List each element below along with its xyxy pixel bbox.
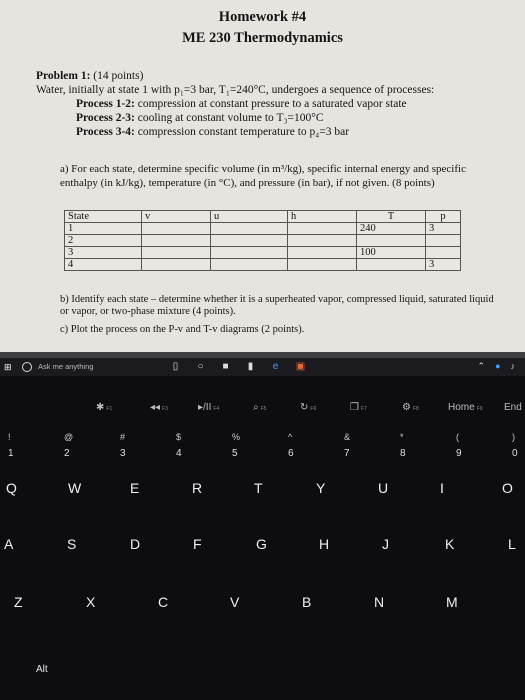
function-key[interactable] xyxy=(350,402,367,413)
symbol-key-[interactable]: ^ xyxy=(288,432,293,442)
laptop-keyboard xyxy=(0,376,525,700)
file-explorer-icon[interactable]: ▮ xyxy=(247,361,254,372)
number-key-0[interactable]: 0 xyxy=(512,448,518,459)
key-q[interactable]: Q xyxy=(6,480,17,496)
state-table xyxy=(64,210,461,271)
cell: 3 xyxy=(65,247,142,259)
function-key[interactable] xyxy=(448,402,483,413)
key-g[interactable]: G xyxy=(256,536,267,552)
part-b-text: b) Identify each state – determine whether it is a superheated vapor, compressed liquid, saturated liquid or vapor, or two-phase mixture (4 points). xyxy=(60,294,494,317)
col-header-h: h xyxy=(288,211,357,223)
taskbar-apps xyxy=(170,361,306,372)
symbol-key-[interactable]: ) xyxy=(512,432,515,442)
col-header-p: p xyxy=(426,211,461,223)
key-a[interactable]: A xyxy=(4,536,14,552)
key-n[interactable]: N xyxy=(374,594,385,610)
number-key-4[interactable]: 4 xyxy=(176,448,182,459)
key-e[interactable]: E xyxy=(130,480,140,496)
key-x[interactable]: X xyxy=(86,594,96,610)
cell xyxy=(142,223,211,235)
cell: 240 xyxy=(357,223,426,235)
symbol-key-[interactable]: & xyxy=(344,432,351,442)
function-key-label: ◂◂ xyxy=(150,402,161,413)
cell xyxy=(357,235,426,247)
task-view-icon[interactable]: ▯ xyxy=(172,361,179,372)
process-2-3 xyxy=(76,112,324,124)
function-key-label: ✱ xyxy=(96,402,105,413)
function-key-sub: F9 xyxy=(476,406,483,412)
key-j[interactable]: J xyxy=(382,536,389,552)
symbol-key-[interactable]: ( xyxy=(456,432,459,442)
key-v[interactable]: V xyxy=(230,594,240,610)
course-title: ME 230 Thermodynamics xyxy=(182,30,343,46)
cell xyxy=(142,247,211,259)
cell xyxy=(211,247,288,259)
table-row xyxy=(65,223,461,235)
function-key-sub: F8 xyxy=(412,406,419,412)
cell: 100 xyxy=(357,247,426,259)
col-header-t: T xyxy=(357,211,426,223)
function-key[interactable] xyxy=(300,402,316,413)
key-y[interactable]: Y xyxy=(316,480,326,496)
cell: 3 xyxy=(426,223,461,235)
table-header-row xyxy=(65,211,461,223)
cell xyxy=(288,235,357,247)
col-header-state: State xyxy=(65,211,142,223)
col-header-v: v xyxy=(142,211,211,223)
function-key[interactable] xyxy=(150,402,168,413)
cell xyxy=(288,247,357,259)
key-f[interactable]: F xyxy=(193,536,202,552)
cell xyxy=(142,235,211,247)
number-key-7[interactable]: 7 xyxy=(344,448,350,459)
number-key-2[interactable]: 2 xyxy=(64,448,70,459)
key-w[interactable]: W xyxy=(68,480,82,496)
taskbar xyxy=(0,358,525,376)
key-l[interactable]: L xyxy=(508,536,516,552)
process-1-2 xyxy=(76,98,407,110)
key-z[interactable]: Z xyxy=(14,594,23,610)
problem-label: Problem 1: xyxy=(36,70,91,82)
function-key-sub: F1 xyxy=(106,406,113,412)
table-row xyxy=(65,247,461,259)
alt-key[interactable]: Alt xyxy=(36,664,48,675)
problem-intro: Water, initially at state 1 with p₁=3 bar, T₁=240°C, undergoes a sequence of processes: xyxy=(36,84,435,96)
function-key-label: Home xyxy=(448,402,475,413)
function-key-label: ▸/II xyxy=(198,402,212,413)
table-row xyxy=(65,259,461,271)
table-row xyxy=(65,235,461,247)
key-o[interactable]: O xyxy=(502,480,513,496)
process-label: Process 1-2: xyxy=(76,98,135,110)
cell xyxy=(426,247,461,259)
key-b[interactable]: B xyxy=(302,594,312,610)
key-c[interactable]: C xyxy=(158,594,169,610)
process-label: Process 2-3: xyxy=(76,112,135,124)
key-h[interactable]: H xyxy=(319,536,330,552)
function-key-sub: F4 xyxy=(213,406,220,412)
part-a-text: a) For each state, determine specific volume (in m³/kg), specific internal energy and specific enthalpy (in kJ/kg), temperature (in °C), and pressure (in bar), if not given. (8 points) xyxy=(60,163,466,189)
part-c-text: c) Plot the process on the P-v and T-v diagrams (2 points). xyxy=(60,324,305,335)
cell: 2 xyxy=(65,235,142,247)
function-key-label: ❐ xyxy=(350,402,359,413)
col-header-u: u xyxy=(211,211,288,223)
edge-browser-icon[interactable]: e xyxy=(272,361,279,372)
function-key[interactable] xyxy=(504,402,522,413)
problem-heading xyxy=(36,70,143,82)
function-key-label: ↻ xyxy=(300,402,309,413)
function-key-label: ⌕ xyxy=(253,402,259,413)
cortana-icon[interactable] xyxy=(22,362,32,372)
process-label: Process 3-4: xyxy=(76,126,135,138)
symbol-key-[interactable]: @ xyxy=(64,432,74,442)
cell: 4 xyxy=(65,259,142,271)
cell xyxy=(211,259,288,271)
number-key-1[interactable]: 1 xyxy=(8,448,14,459)
key-u[interactable]: U xyxy=(378,480,389,496)
function-key-label: ⚙ xyxy=(402,402,411,413)
symbol-key-[interactable]: ! xyxy=(8,432,11,442)
key-i[interactable]: I xyxy=(440,480,444,496)
process-text: compression at constant pressure to a saturated vapor state xyxy=(137,98,407,110)
function-key-sub: F7 xyxy=(360,406,367,412)
windows-start-icon[interactable]: ⊞ xyxy=(4,362,12,372)
system-tray xyxy=(478,361,515,372)
key-r[interactable]: R xyxy=(192,480,203,496)
function-key-sub: F3 xyxy=(162,406,168,412)
function-key[interactable] xyxy=(96,402,112,413)
cell xyxy=(142,259,211,271)
pdf-app-icon[interactable]: ▣ xyxy=(295,361,306,372)
key-t[interactable]: T xyxy=(254,480,263,496)
cell: 1 xyxy=(65,223,142,235)
search-box[interactable]: Ask me anything xyxy=(38,362,94,371)
function-key-sub: F6 xyxy=(310,406,317,412)
cell xyxy=(288,223,357,235)
key-s[interactable]: S xyxy=(67,536,77,552)
function-key-sub: F5 xyxy=(260,406,267,412)
key-d[interactable]: D xyxy=(130,536,141,552)
tray-app-icon[interactable]: ● xyxy=(495,361,501,371)
process-text: compression constant temperature to p₄=3 bar xyxy=(137,126,350,138)
homework-title: Homework #4 xyxy=(218,9,307,25)
cell: 3 xyxy=(426,259,461,271)
symbol-key-[interactable]: * xyxy=(400,432,404,442)
process-text: cooling at constant volume to T₃=100°C xyxy=(137,112,324,124)
function-key[interactable] xyxy=(253,402,266,413)
store-icon[interactable]: ■ xyxy=(222,361,229,372)
cell xyxy=(211,235,288,247)
chevron-up-icon[interactable]: ⌃ xyxy=(477,361,486,371)
problem-points: (14 points) xyxy=(93,70,144,82)
number-key-3[interactable]: 3 xyxy=(120,448,126,459)
process-3-4 xyxy=(76,126,349,138)
function-key[interactable] xyxy=(402,402,419,413)
symbol-key-[interactable]: % xyxy=(232,432,241,442)
symbol-key-[interactable]: $ xyxy=(176,432,182,442)
number-key-8[interactable]: 8 xyxy=(400,448,406,459)
cell xyxy=(426,235,461,247)
volume-icon[interactable]: ♪ xyxy=(510,361,515,371)
key-m[interactable]: M xyxy=(446,594,458,610)
cell xyxy=(357,259,426,271)
symbol-key-[interactable]: # xyxy=(120,432,126,442)
app-icon[interactable]: ○ xyxy=(197,361,204,372)
number-key-5[interactable]: 5 xyxy=(232,448,238,459)
key-k[interactable]: K xyxy=(445,536,455,552)
function-key-label: End xyxy=(504,402,522,413)
cell xyxy=(288,259,357,271)
number-key-9[interactable]: 9 xyxy=(456,448,462,459)
cell xyxy=(211,223,288,235)
function-key[interactable] xyxy=(198,402,219,413)
number-key-6[interactable]: 6 xyxy=(288,448,294,459)
